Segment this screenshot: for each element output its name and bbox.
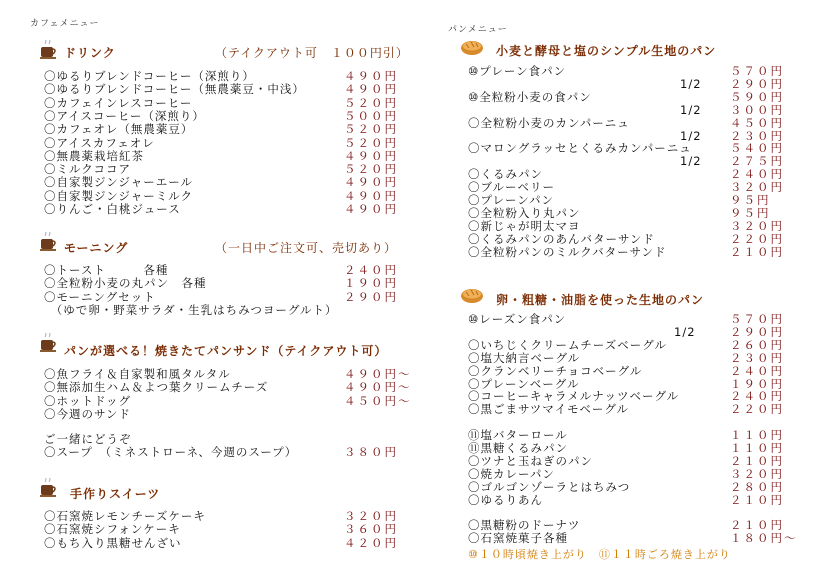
menu-item-name: ⑩レーズン食パン — [468, 312, 567, 326]
half-size-label: 1/2 — [674, 324, 696, 339]
menu-item-name: 〇自家製ジンジャーエール — [44, 175, 193, 190]
menu-item-price: ２７５円 — [730, 154, 784, 169]
bread-icon — [460, 286, 484, 304]
menu-item-name: 〇ゆるりブレンドコーヒー（無農薬豆・中浅） — [44, 82, 305, 97]
menu-item-price: ３２０円 — [730, 466, 784, 481]
menu-item-name: 〇石窯焼レモンチーズケーキ — [44, 509, 206, 523]
menu-item-name: 〇カフェオレ（無農薬豆） — [44, 122, 194, 137]
menu-item-name: 〇ツナと玉ねぎのパン — [468, 453, 593, 468]
menu-item-price: ２１０円 — [730, 492, 784, 507]
menu-item-price: １８０円～ — [730, 531, 798, 546]
menu-item-price: ２４０円 — [730, 363, 784, 378]
menu-item-price: ３２０円 — [344, 509, 398, 523]
menu-item-price: ５２０円 — [344, 162, 398, 177]
menu-item-name: 〇コーヒーキャラメルナッツベーグル — [468, 389, 680, 404]
menu-item-price: ５７０円 — [730, 312, 784, 326]
menu-item-price: ２２０円 — [730, 231, 784, 246]
menu-item-name: 〇くるみパン — [468, 167, 543, 182]
menu-item-name: 〇自家製ジンジャーミルク — [44, 188, 193, 203]
half-size-label: 1/2 — [680, 154, 702, 169]
menu-item-price: ２９０円 — [730, 324, 784, 339]
menu-item-name: 〇トースト 各種 — [44, 263, 169, 277]
menu-item-price: １９０円 — [344, 276, 398, 291]
menu-item-name: 〇全粒粉小麦の丸パン 各種 — [44, 276, 207, 291]
menu-item-name: 〇無添加生ハム＆よつ葉クリームチーズ — [44, 380, 269, 395]
menu-item-name: 〇黒糖粉のドーナツ — [468, 518, 581, 533]
menu-item-price: ５７０円 — [730, 64, 784, 78]
menu-item-name: 〇全粒粉パンのミルクバターサンド — [468, 244, 667, 259]
menu-item-price: ２４０円 — [730, 389, 784, 404]
half-size-label: 1/2 — [680, 76, 702, 91]
menu-item-name: 〇くるみパンのあんバターサンド — [468, 231, 655, 246]
sandwich-title: パンが選べる！焼きたてパンサンド（テイクアウト可） — [64, 344, 388, 358]
morning-title: モーニング — [64, 241, 129, 255]
drink-title: ドリンク — [64, 46, 116, 60]
menu-item-name: 〇石窯焼菓子各種 — [468, 531, 568, 546]
menu-item-price: ２８０円 — [730, 479, 784, 494]
menu-item-price: ４９０円 — [344, 202, 398, 216]
coffee-cup-icon — [40, 333, 58, 353]
menu-item-name: 〇無農薬栽培紅茶 — [44, 148, 144, 163]
menu-item-name: 〇もち入り黒糖せんざい — [44, 535, 182, 550]
menu-item-name: 〇アイスコーヒー（深煎り） — [44, 108, 205, 123]
menu-item-name: ⑩全粒粉小麦の食パン — [468, 89, 592, 104]
menu-item-name: 〇黒ごまサツマイモベーグル — [468, 402, 630, 417]
menu-item-name: 〇りんご・白桃ジュース — [44, 202, 181, 216]
menu-item-name: 〇石窯焼シフォンケーキ — [44, 522, 181, 537]
bake-time-footer: ⑩１０時頃焼き上がり ⑪１１時ごろ焼き上がり — [468, 548, 731, 561]
menu-item-name: 〇新じゃが明太マヨ — [468, 218, 581, 233]
menu-item-name: 〇ブルーベリー — [468, 180, 556, 195]
menu-item-name: 〇全粒粉入り丸パン — [468, 205, 581, 220]
menu-item-price: ３２０円 — [730, 180, 784, 195]
menu-item-price: ４９０円 — [344, 175, 398, 190]
menu-item-name: 〇ゆるりあん — [468, 492, 543, 507]
menu-item-price: ５２０円 — [344, 95, 398, 110]
menu-item-name: ⑪黒糖くるみパン — [468, 441, 568, 455]
menu-item-price: ２３０円 — [730, 128, 784, 143]
menu-item-price: ５２０円 — [344, 122, 398, 137]
bread-menu-header: パンメニュー — [448, 25, 508, 35]
bread-icon — [460, 38, 484, 56]
menu-item-price: ４９０円～ — [344, 380, 412, 395]
menu-item-name: 〇焼カレーパン — [468, 466, 555, 481]
menu-item-price: ２４０円 — [344, 263, 398, 277]
menu-item-name: 〇今週のサンド — [44, 406, 131, 421]
menu-item-price: ２６０円 — [730, 337, 784, 352]
menu-item-name: 〇アイスカフェオレ — [44, 135, 155, 150]
cafe-menu-header: カフェメニュー — [30, 19, 100, 29]
menu-item-price: ５２０円 — [344, 135, 398, 150]
menu-item-name: 〇いちじくクリームチーズベーグル — [468, 337, 667, 352]
menu-item-price: ４９０円 — [344, 82, 398, 97]
menu-item-price: ４９０円 — [344, 148, 398, 163]
menu-item-price: ５４０円 — [730, 141, 784, 156]
menu-item-price: ５００円 — [344, 108, 398, 123]
menu-item-name: ⑩プレーン食パン — [468, 64, 567, 78]
morning-note: （一日中ご注文可、売切あり） — [215, 241, 398, 255]
menu-item-price: ３６０円 — [344, 522, 398, 537]
menu-item-price: ２１０円 — [730, 244, 784, 259]
menu-item-name: 〇カフェインレスコーヒー — [44, 95, 193, 110]
menu-item-price: ５９０円 — [730, 89, 784, 104]
menu-item-price: ９５円 — [730, 193, 771, 207]
simple-dough-title: 小麦と酵母と塩のシンプル生地のパン — [496, 44, 717, 58]
menu-item-price: ４５０円～ — [344, 393, 412, 408]
menu-item-price: ２４０円 — [730, 167, 784, 182]
menu-item-name: 〇プレーンパン — [468, 193, 555, 207]
menu-item-price: ４９０円～ — [344, 367, 412, 381]
menu-item-name: 〇ミルクココア — [44, 162, 132, 177]
menu-item-name: 〇ゴルゴンゾーラとはちみつ — [468, 479, 631, 494]
menu-item-name: 〇魚フライ＆自家製和風タルタル — [44, 367, 231, 381]
menu-item-price: ４５０円 — [730, 115, 784, 130]
menu-item-name: 〇全粒粉小麦のカンパーニュ — [468, 115, 630, 130]
menu-item-name: （ゆで卵・野菜サラダ・生乳はちみつヨーグルト） — [44, 302, 338, 317]
menu-item-price: ２３０円 — [730, 350, 784, 365]
menu-item-name: 〇塩大納言ベーグル — [468, 350, 581, 365]
menu-item-price: ２９０円 — [730, 76, 784, 91]
menu-item-name: 〇モーニングセット — [44, 289, 156, 304]
menu-item-price: ４９０円 — [344, 188, 398, 203]
coffee-cup-icon — [40, 40, 58, 60]
menu-item-name: 〇ゆるりブレンドコーヒー（深煎り） — [44, 69, 255, 83]
menu-item-price: ２１０円 — [730, 518, 784, 533]
menu-item-price: ２１０円 — [730, 453, 784, 468]
menu-item-price: １１０円 — [730, 428, 784, 443]
coffee-cup-icon — [40, 232, 58, 252]
menu-item-price: ２２０円 — [730, 402, 784, 417]
menu-item-price: １１０円 — [730, 441, 784, 455]
half-size-label: 1/2 — [680, 128, 702, 143]
half-size-label: 1/2 — [680, 102, 702, 117]
menu-item-name: 〇マロングラッセとくるみカンパーニュ — [468, 141, 692, 156]
menu-item-name: 〇クランベリーチョコベーグル — [468, 363, 643, 378]
coffee-cup-icon — [40, 478, 58, 498]
drink-note: （テイクアウト可 １００円引） — [215, 46, 409, 60]
sweets-title: 手作りスイーツ — [70, 487, 161, 501]
menu-item-price: １９０円 — [730, 376, 784, 391]
menu-item-name: ⑪塩バターロール — [468, 428, 568, 443]
menu-item-name: 〇プレーンベーグル — [468, 376, 580, 391]
menu-item-price: ４９０円 — [344, 69, 398, 83]
menu-item-price: ４２０円 — [344, 535, 398, 550]
menu-item-price: ９５円 — [730, 205, 771, 220]
menu-item-name: 〇ホットドッグ — [44, 393, 132, 408]
menu-item-price: ３２０円 — [730, 218, 784, 233]
menu-item-price: ３００円 — [730, 102, 784, 117]
rich-dough-title: 卵・粗糖・油脂を使った生地のパン — [496, 293, 705, 307]
menu-item-price: ２９０円 — [344, 289, 398, 304]
